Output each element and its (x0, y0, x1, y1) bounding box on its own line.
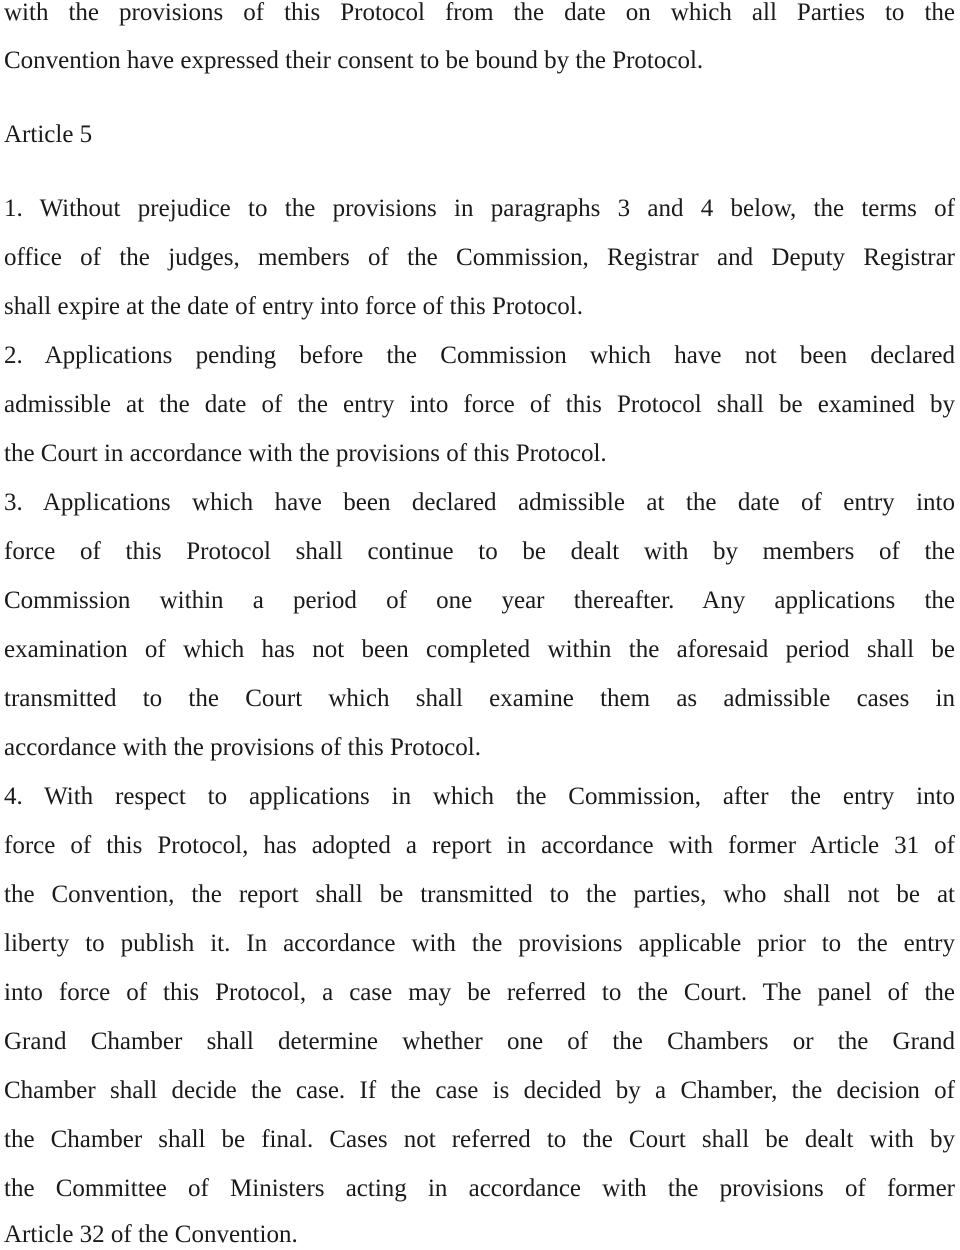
text-line: accordance with the provisions of this Protocol. (4, 734, 481, 761)
text-line: transmitted to the Court which shall examine them as admissible cases in (4, 685, 955, 712)
text-line: Article 32 of the Convention. (4, 1221, 298, 1248)
article-heading: Article 5 (4, 121, 93, 148)
text-line: force of this Protocol shall continue to be dealt with by members of the (4, 538, 955, 565)
text-line: with the provisions of this Protocol from the date on which all Parties to the (4, 0, 955, 26)
text-line: 2. Applications pending before the Commission which have not been declared (4, 342, 955, 369)
text-line: 3. Applications which have been declared admissible at the date of entry into (4, 489, 955, 516)
text-line: the Committee of Ministers acting in accordance with the provisions of former (4, 1175, 955, 1202)
text-line: Convention have expressed their consent to be bound by the Protocol. (4, 47, 704, 74)
text-line: examination of which has not been completed within the aforesaid period shall be (4, 636, 955, 663)
text-line: force of this Protocol, has adopted a report in accordance with former Article 31 of (4, 832, 955, 859)
text-line: Chamber shall decide the case. If the case is decided by a Chamber, the decision of (4, 1077, 955, 1104)
text-line: into force of this Protocol, a case may be referred to the Court. The panel of the (4, 979, 955, 1006)
text-line: the Court in accordance with the provisions of this Protocol. (4, 440, 607, 467)
text-line: liberty to publish it. In accordance with the provisions applicable prior to the entry (4, 930, 955, 957)
text-line: 4. With respect to applications in which the Commission, after the entry into (4, 783, 955, 810)
text-line: admissible at the date of the entry into force of this Protocol shall be examined by (4, 391, 955, 418)
text-line: shall expire at the date of entry into force of this Protocol. (4, 293, 583, 320)
text-line: the Chamber shall be final. Cases not referred to the Court shall be dealt with by (4, 1126, 955, 1153)
text-line: the Convention, the report shall be transmitted to the parties, who shall not be at (4, 881, 955, 908)
text-line: Commission within a period of one year thereafter. Any applications the (4, 587, 955, 614)
text-line: 1. Without prejudice to the provisions in paragraphs 3 and 4 below, the terms of (4, 195, 955, 222)
text-line: office of the judges, members of the Commission, Registrar and Deputy Registrar (4, 244, 955, 271)
text-line: Grand Chamber shall determine whether one of the Chambers or the Grand (4, 1028, 955, 1055)
